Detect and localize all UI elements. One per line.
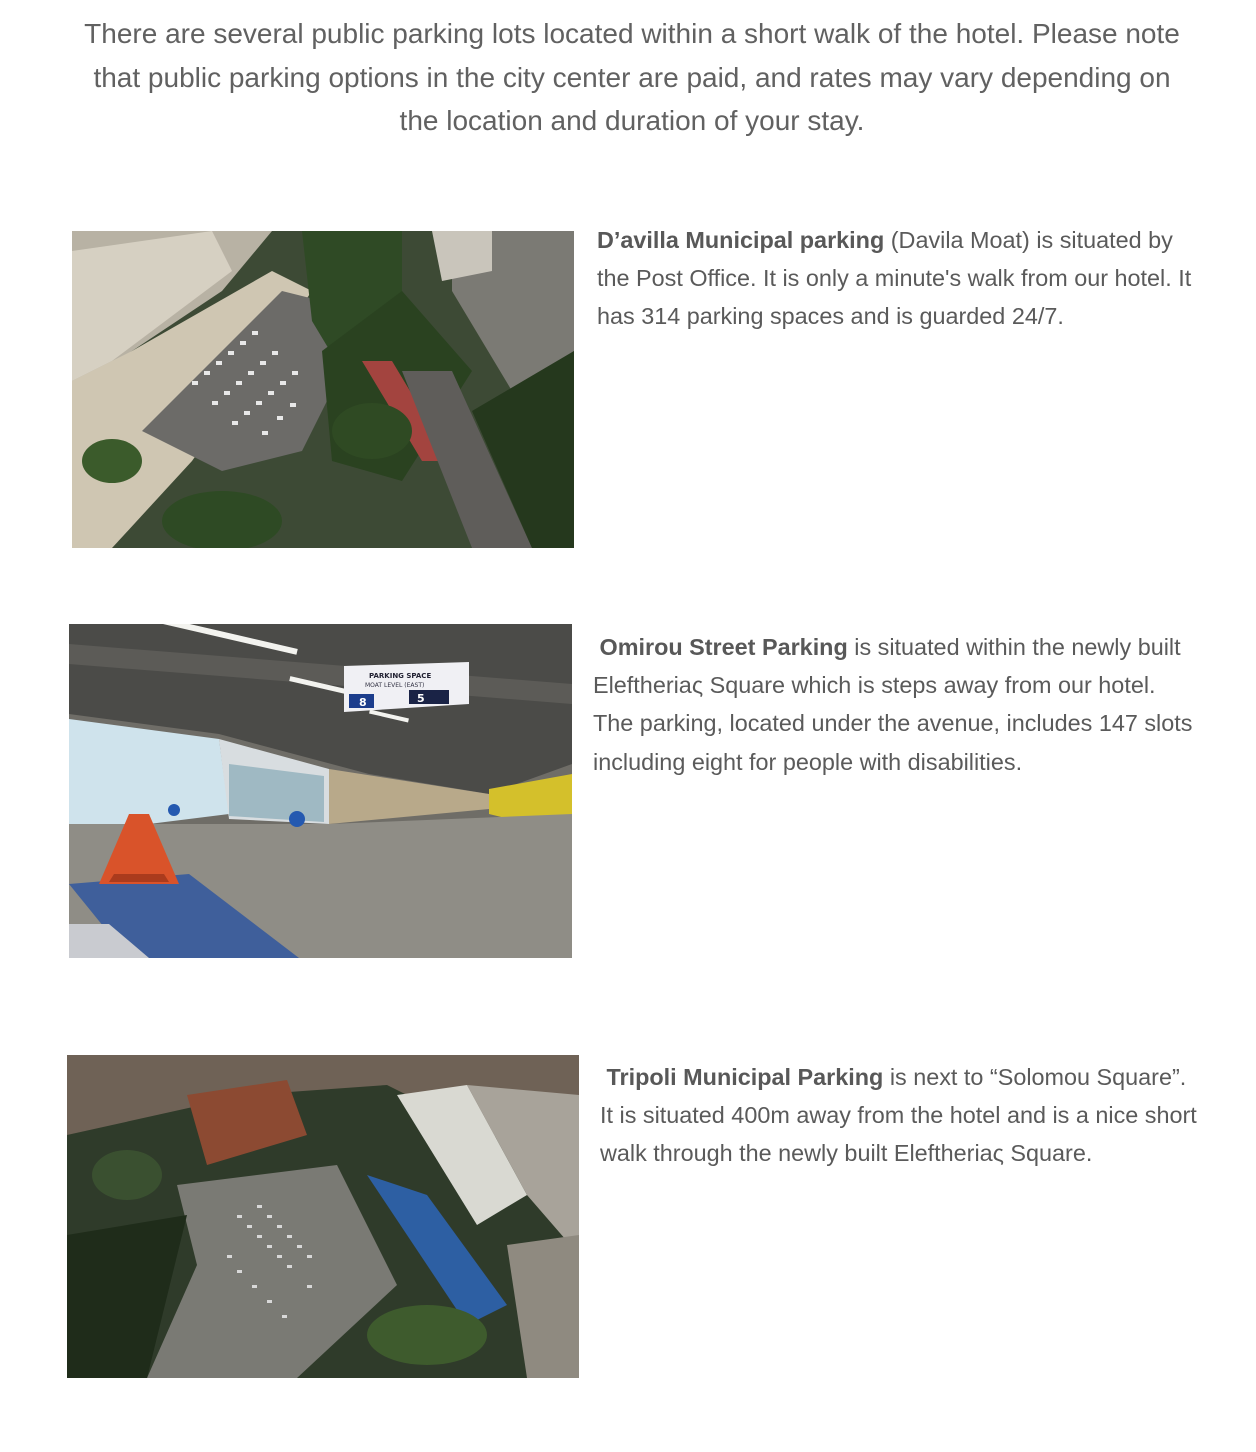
omirou-sign-title: PARKING SPACE (369, 672, 432, 680)
intro-paragraph: There are several public parking lots located within a short walk of the hotel. Please note that public parking options in the city center are paid, and rates may vary depending on the location and duration of your stay. (84, 18, 1180, 136)
davila-parking-text: (Davila Moat) is situated by the Post Office. It is only a minute's walk from our hotel. It has 314 parking spaces and is guarded 24/7. (597, 227, 1192, 330)
davila-parking-name: D’avilla Municipal parking (597, 227, 885, 253)
tripoli-parking-text: is next to “Solomou Square”. It is situated 400m away from the hotel and is a nice short walk through the newly built Eleftheriaς Square. (600, 1064, 1197, 1167)
omirou-sign-count-a: 8 (359, 696, 367, 709)
omirou-sign-count-b: 5 (417, 692, 425, 705)
davila-parking-photo (72, 231, 574, 548)
davila-parking-description (597, 221, 1202, 336)
tripoli-parking-description (600, 1058, 1205, 1173)
tripoli-parking-photo (67, 1055, 579, 1378)
omirou-parking-photo (69, 624, 572, 958)
omirou-parking-name: Omirou Street Parking (599, 634, 848, 660)
omirou-parking-text: is situated within the newly built Eleftheriaς Square which is steps away from our hotel. The parking, located under the avenue, includes 147 slots including eight for people with disabilities. (593, 634, 1193, 775)
tripoli-parking-name: Tripoli Municipal Parking (606, 1064, 884, 1090)
omirou-sign-subtitle: MOAT LEVEL (EAST) (365, 682, 425, 689)
omirou-parking-description (593, 628, 1198, 781)
